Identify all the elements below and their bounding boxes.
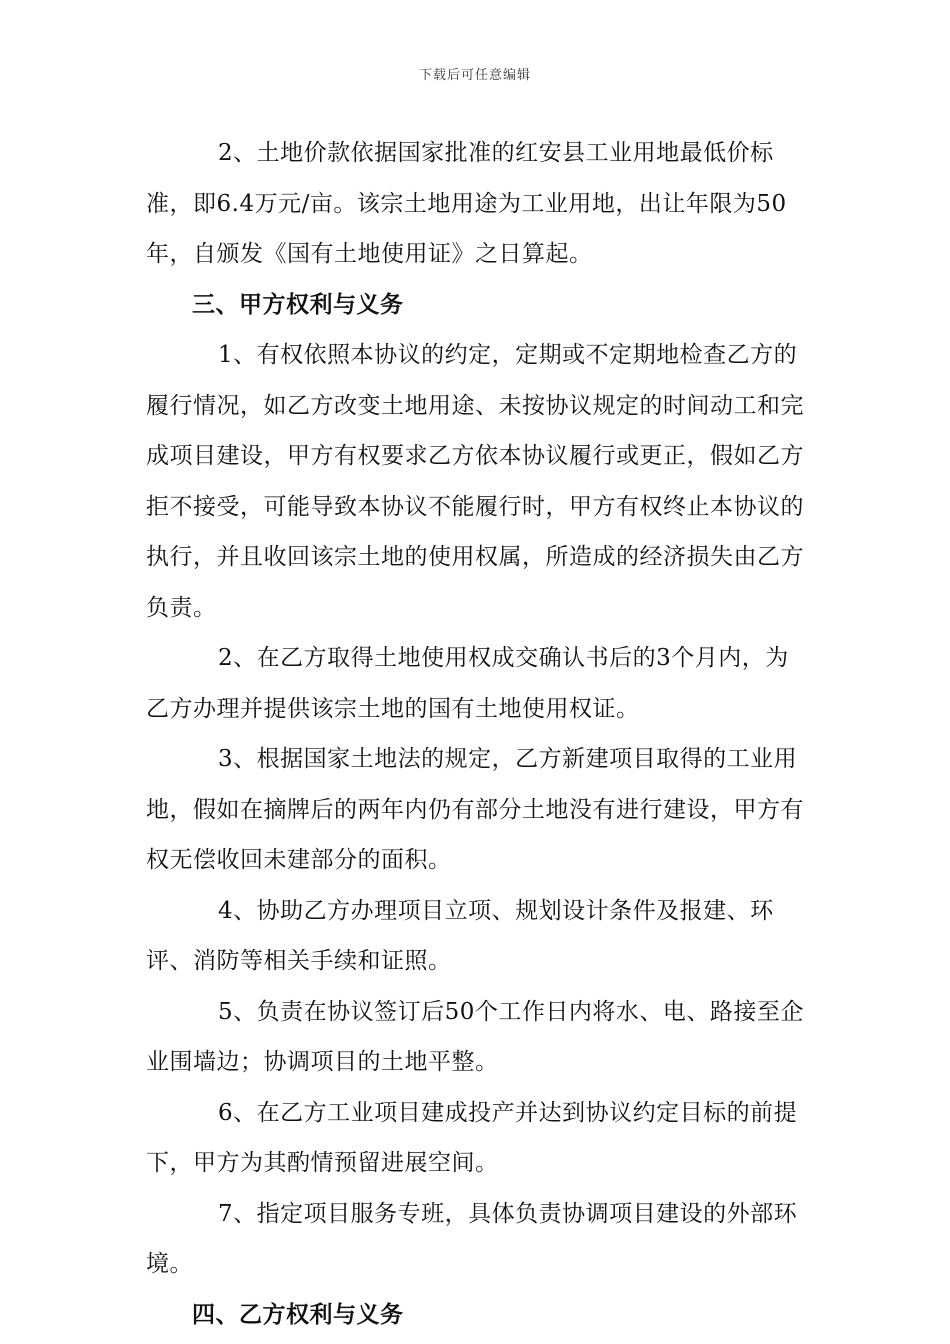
paragraph-a-7: 7、指定项目服务专班，具体负责协调项目建设的外部环境。: [146, 1200, 798, 1277]
section-heading-party-a: 三、甲方权利与义务: [192, 290, 404, 318]
paragraph-a-6: 6、在乙方工业项目建成投产并达到协议约定目标的前提下，甲方为其酌情预留进展空间。: [146, 1099, 798, 1176]
document-body: [146, 128, 808, 1340]
page-header: 下载后可任意编辑: [418, 68, 531, 83]
section-heading-party-b: 四、乙方权利与义务: [192, 1300, 404, 1328]
paragraph-a-5: 5、负责在协议签订后50个工作日内将水、电、路接至企业围墙边；协调项目的土地平整。: [146, 998, 804, 1075]
paragraph-a-4: 4、协助乙方办理项目立项、规划设计条件及报建、环评、消防等相关手续和证照。: [146, 897, 774, 974]
paragraph-land-price: 2、土地价款依据国家批准的红安县工业用地最低价标准，即6.4万元/亩。该宗土地用途为工业用地，出让年限为50年，自颁发《国有土地使用证》之日算起。: [146, 140, 787, 267]
paragraph-a-2: 2、在乙方取得土地使用权成交确认书后的3个月内，为乙方办理并提供该宗土地的国有土地使用权证。: [146, 645, 789, 722]
paragraph-a-1: 1、有权依照本协议的约定，定期或不定期地检查乙方的履行情况，如乙方改变土地用途、未按协议规定的时间动工和完成项目建设，甲方有权要求乙方依本协议履行或更正，假如乙方拒不接受，可能导致本协议不能履行时，甲方有权终止本协议的执行，并且收回该宗土地的使用权属，所造成的经济损失由乙方负责。: [146, 342, 804, 621]
paragraph-a-3: 3、根据国家土地法的规定，乙方新建项目取得的工业用地，假如在摘牌后的两年内仍有部分土地没有进行建设，甲方有权无偿收回未建部分的面积。: [146, 746, 804, 873]
